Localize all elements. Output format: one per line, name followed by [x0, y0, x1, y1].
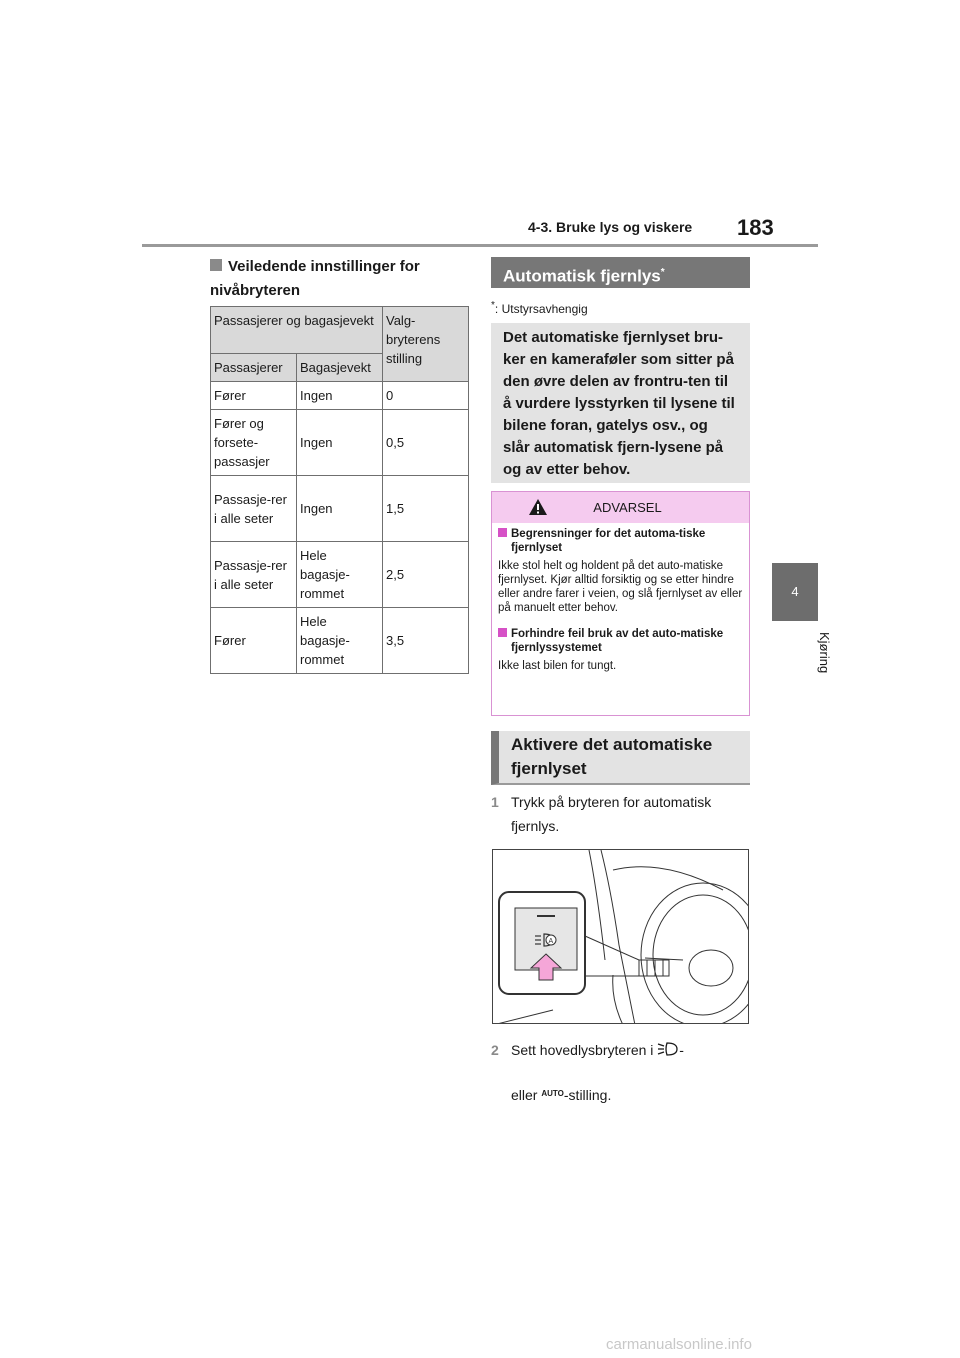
cell-position: 0,5 [383, 410, 469, 476]
section-title-bar: Automatisk fjernlys* [491, 257, 750, 288]
leveling-table [210, 306, 469, 674]
cell-luggage: Hele bagasje-rommet [297, 608, 383, 674]
page-number: 183 [737, 215, 774, 240]
cell-passengers: Fører og forsete-passasjer [211, 410, 297, 476]
cell-luggage: Ingen [297, 476, 383, 542]
table-row [211, 410, 469, 476]
warning-triangle-icon [528, 498, 548, 516]
table-row [211, 382, 469, 410]
section-title-bar: Aktivere det automatiske fjernlyset [491, 731, 750, 785]
table-row [211, 608, 469, 674]
warning-box [491, 491, 750, 716]
cell-passengers: Fører [211, 608, 297, 674]
step-text: Trykk på bryteren for automatisk fjernlys. [511, 794, 712, 834]
intro-box: Det automatiske fjernlyset bru-ker en kameraføler som sitter på den øvre delen av frontru-ten til å vurdere lysstyrken til lysene til bilene foran, gatelys osv., og slår automatisk fjern-lysene på og av etter behov. [491, 323, 750, 483]
step-2 [491, 1038, 751, 1107]
bullet-square-icon [498, 528, 507, 537]
table-row [211, 476, 469, 542]
table-header-passengers: Passasjerer [211, 354, 297, 382]
section-title: 4-3. Bruke lys og viskere [528, 219, 693, 235]
cell-position: 2,5 [383, 542, 469, 608]
table-header-switch: Valg-bryterens stilling [383, 307, 469, 382]
cell-passengers: Fører [211, 382, 297, 410]
chapter-tab: 4 [772, 563, 818, 621]
bullet-square-icon [498, 628, 507, 637]
step-number: 2 [491, 1042, 499, 1058]
warning-subheading: Forhindre feil bruk av det auto-matiske fjernlyssystemet [498, 627, 743, 655]
svg-text:A: A [548, 938, 554, 945]
warning-text: Ikke stol helt og holdent på det auto-matiske fjernlyset. Kjør alltid forsiktig og se etter hindre eller andre farer i veien, og slå fjernlyset av eller på manuelt etter behov. [498, 560, 743, 614]
step-number: 1 [491, 794, 499, 810]
cell-passengers: Passasje-rer i alle seter [211, 476, 297, 542]
cell-luggage: Hele bagasje-rommet [297, 542, 383, 608]
chapter-label: Kjøring [817, 632, 832, 674]
cell-position: 3,5 [383, 608, 469, 674]
warning-subheading: Begrensninger for det automa-tiske fjernlyset [498, 527, 743, 555]
cell-position: 0 [383, 382, 469, 410]
step-text: Sett hovedlysbryteren i - [511, 1042, 684, 1058]
footnote: *: Utstyrsavhengig [491, 300, 588, 316]
dashboard-illustration [492, 849, 749, 1024]
header-rule [142, 244, 818, 247]
bullet-square-icon [210, 259, 222, 271]
step-text-cont: eller $^{AUTO}$-stilling. [511, 1087, 612, 1103]
warning-text: Ikke last bilen for tungt. [498, 660, 617, 672]
dashboard-drawing [493, 850, 749, 1024]
auto-icon: AUTO [541, 1089, 564, 1098]
watermark: carmanualsonline.info [606, 1336, 752, 1353]
cell-passengers: Passasje-rer i alle seter [211, 542, 297, 608]
step-1 [491, 790, 751, 838]
cell-position: 1,5 [383, 476, 469, 542]
table-header-group: Passasjerer og bagasjevekt [211, 307, 383, 354]
table-header-luggage: Bagasjevekt [297, 354, 383, 382]
cell-luggage: Ingen [297, 382, 383, 410]
headlight-icon [657, 1040, 679, 1058]
cell-luggage: Ingen [297, 410, 383, 476]
section-heading: Veiledende innstillinger for nivåbryteren [210, 258, 420, 299]
warning-header: ADVARSEL [492, 492, 749, 523]
table-row [211, 542, 469, 608]
